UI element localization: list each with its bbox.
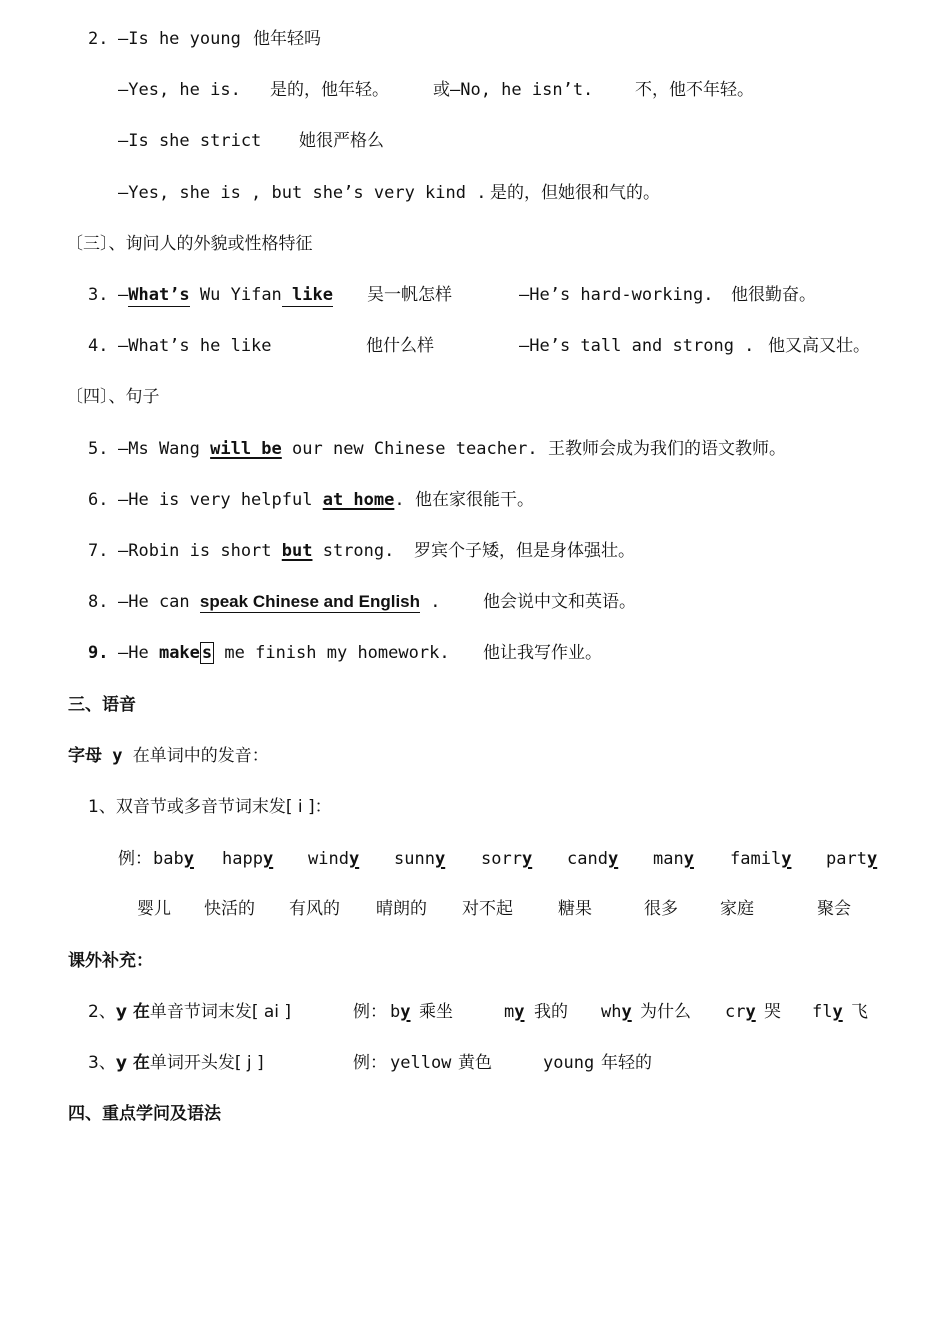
key-phrase: but bbox=[281, 541, 313, 561]
answer-cn: 是的，但她很和气的。 bbox=[490, 183, 660, 203]
example-word: candy bbox=[567, 849, 619, 869]
y-ending: y bbox=[262, 849, 274, 869]
part-heading: 三、语音 bbox=[68, 695, 136, 715]
sentence bbox=[118, 591, 441, 613]
sentence-pre: —He is very helpful bbox=[118, 490, 323, 510]
section-heading: 〔三〕、询问人的外貌或性格特征 bbox=[66, 234, 313, 254]
example-word: windy bbox=[308, 849, 360, 869]
answer-alt-cn: 不，他不年轻。 bbox=[635, 80, 754, 100]
part-heading: 四、重点学问及语法 bbox=[68, 1104, 221, 1124]
example-word: my bbox=[504, 1002, 525, 1022]
sentence-cn: 他让我写作业。 bbox=[483, 643, 602, 663]
example-word: by bbox=[390, 1002, 411, 1022]
extra-heading: 课外补充： bbox=[68, 951, 153, 971]
y-ending: y bbox=[866, 849, 878, 869]
translation: 婴儿 bbox=[137, 899, 171, 919]
question-mid: Wu Yifan bbox=[189, 285, 282, 305]
sentence-cn: 他在家很能干。 bbox=[415, 490, 534, 510]
item8 bbox=[0, 591, 950, 613]
sentence bbox=[118, 489, 405, 511]
question-en: —What’s he like bbox=[118, 336, 272, 356]
item-number: 9. bbox=[88, 643, 109, 663]
answer-en: —He’s hard-working. bbox=[519, 285, 714, 305]
item-number: 2. bbox=[88, 29, 109, 49]
y-ending: y bbox=[607, 849, 619, 869]
sentence-post: . bbox=[394, 490, 405, 510]
question-cn: 他什么样 bbox=[366, 336, 434, 356]
item-number: 7. bbox=[88, 541, 109, 561]
y-ending: y bbox=[434, 849, 446, 869]
translation: 飞 bbox=[851, 1002, 868, 1022]
item-number: 5. bbox=[88, 439, 109, 459]
key-phrase-whats: What’s bbox=[128, 285, 190, 305]
translation: 聚会 bbox=[817, 899, 851, 919]
item9 bbox=[0, 642, 950, 664]
question-en: —Is he young bbox=[118, 29, 241, 49]
rule1-translations bbox=[0, 898, 950, 920]
translation: 有风的 bbox=[289, 899, 340, 919]
item2-line3 bbox=[0, 130, 950, 152]
letter-y-heading bbox=[68, 745, 668, 767]
rule1-examples bbox=[0, 848, 950, 870]
translation: 很多 bbox=[644, 899, 678, 919]
sentence-cn: 王教师会成为我们的语文教师。 bbox=[548, 439, 786, 459]
y-ending: y bbox=[183, 849, 194, 869]
y-ending: y bbox=[683, 849, 694, 869]
translation: 糖果 bbox=[558, 899, 592, 919]
translation: 黄色 bbox=[458, 1053, 492, 1073]
sentence-cn: 罗宾个子矮，但是身体强壮。 bbox=[414, 541, 635, 561]
example-word: cry bbox=[725, 1002, 756, 1022]
y-ending: y bbox=[832, 1002, 843, 1022]
example-word: baby bbox=[153, 849, 194, 869]
y-letter: y 在 bbox=[115, 1053, 150, 1073]
y-ending: y bbox=[348, 849, 360, 869]
item-number: 3. bbox=[88, 285, 109, 305]
example-word: party bbox=[826, 849, 878, 869]
label-rest: 在单词中的发音： bbox=[132, 746, 269, 766]
y-ending: y bbox=[621, 1002, 632, 1022]
sentence-post: me finish my homework. bbox=[214, 643, 450, 663]
example-word: why bbox=[601, 1002, 632, 1022]
section-heading: 〔四〕、句子 bbox=[66, 387, 160, 407]
translation: 为什么 bbox=[640, 1002, 691, 1022]
translation: 年轻的 bbox=[601, 1053, 652, 1073]
example-label: 例： bbox=[353, 1002, 387, 1022]
example-word: sorry bbox=[481, 849, 533, 869]
y-ending: y bbox=[745, 1002, 756, 1022]
item6 bbox=[0, 489, 950, 511]
example-word: young bbox=[543, 1053, 595, 1073]
answer-en: —Yes, she is , but she’s very kind . bbox=[118, 183, 487, 203]
item2-line4 bbox=[0, 182, 950, 204]
example-word: fly bbox=[812, 1002, 843, 1022]
rule3 bbox=[0, 1052, 950, 1074]
rule2-title: 2、y 在单音节词末发[ ai ] bbox=[88, 1002, 292, 1022]
answer-cn: 是的，他年轻。 bbox=[270, 80, 389, 100]
translation: 快活的 bbox=[204, 899, 255, 919]
answer-alt-en: 或—No, he isn’t. bbox=[433, 80, 594, 100]
item7 bbox=[0, 540, 950, 562]
key-phrase-like: like bbox=[281, 285, 333, 305]
example-word: yellow bbox=[390, 1053, 452, 1073]
item5 bbox=[0, 438, 950, 460]
rule2 bbox=[0, 1001, 950, 1023]
sentence bbox=[118, 438, 538, 460]
key-phrase: at home bbox=[322, 490, 395, 510]
answer-cn: 他又高又壮。 bbox=[768, 336, 870, 356]
example-label: 例： bbox=[353, 1053, 387, 1073]
boxed-letter: s bbox=[201, 643, 213, 663]
question-en: —Is she strict bbox=[118, 131, 262, 151]
question-cn: 他年轻吗 bbox=[253, 29, 321, 49]
answer-cn: 他很勤奋。 bbox=[731, 285, 816, 305]
example-word: many bbox=[653, 849, 694, 869]
sentence-pre: —Robin is short bbox=[118, 541, 282, 561]
example-word: sunny bbox=[394, 849, 446, 869]
label-zimu: 字母 bbox=[68, 746, 102, 766]
y-letter: y 在 bbox=[115, 1002, 150, 1022]
y-ending: y bbox=[514, 1002, 525, 1022]
item3-question bbox=[118, 284, 333, 306]
question-cn: 吴一帆怎样 bbox=[367, 285, 452, 305]
sentence bbox=[118, 540, 394, 562]
y-ending: y bbox=[400, 1002, 411, 1022]
translation: 哭 bbox=[764, 1002, 781, 1022]
answer-en: —He’s tall and strong . bbox=[519, 336, 755, 356]
item2-line1 bbox=[0, 28, 950, 50]
question-cn: 她很严格么 bbox=[299, 131, 384, 151]
sentence-post: . bbox=[420, 592, 441, 612]
item-number: 4. bbox=[88, 336, 109, 356]
example-word: family bbox=[730, 849, 792, 869]
example-word: happy bbox=[222, 849, 274, 869]
item4 bbox=[0, 335, 950, 357]
sentence-pre: —He can bbox=[118, 592, 200, 612]
answer-en: —Yes, he is. bbox=[118, 80, 241, 100]
translation: 对不起 bbox=[462, 899, 513, 919]
example-label: 例： bbox=[118, 849, 152, 869]
item-number: 6. bbox=[88, 490, 109, 510]
translation: 家庭 bbox=[720, 899, 754, 919]
dash: — bbox=[118, 285, 129, 305]
rule1-title: 1、双音节或多音节词末发[ i ]： bbox=[88, 797, 332, 817]
rule3-title: 3、y 在单词开头发[ j ] bbox=[88, 1053, 264, 1073]
translation: 我的 bbox=[534, 1002, 568, 1022]
translation: 乘坐 bbox=[419, 1002, 453, 1022]
sentence-cn: 他会说中文和英语。 bbox=[483, 592, 636, 612]
sentence-post: strong. bbox=[312, 541, 395, 561]
item-number: 8. bbox=[88, 592, 109, 612]
sentence-post: our new Chinese teacher. bbox=[281, 439, 538, 459]
label-y: y bbox=[102, 746, 133, 766]
item3 bbox=[0, 284, 950, 306]
y-ending: y bbox=[781, 849, 792, 869]
item2-line2 bbox=[0, 79, 950, 101]
y-ending: y bbox=[521, 849, 533, 869]
key-phrase: speak Chinese and English bbox=[199, 592, 421, 611]
sentence-pre: —Ms Wang bbox=[118, 439, 211, 459]
sentence-pre: —He bbox=[118, 643, 159, 663]
translation: 晴朗的 bbox=[376, 899, 427, 919]
sentence bbox=[118, 642, 450, 664]
key-phrase: make bbox=[158, 643, 200, 663]
key-phrase: will be bbox=[210, 439, 282, 459]
